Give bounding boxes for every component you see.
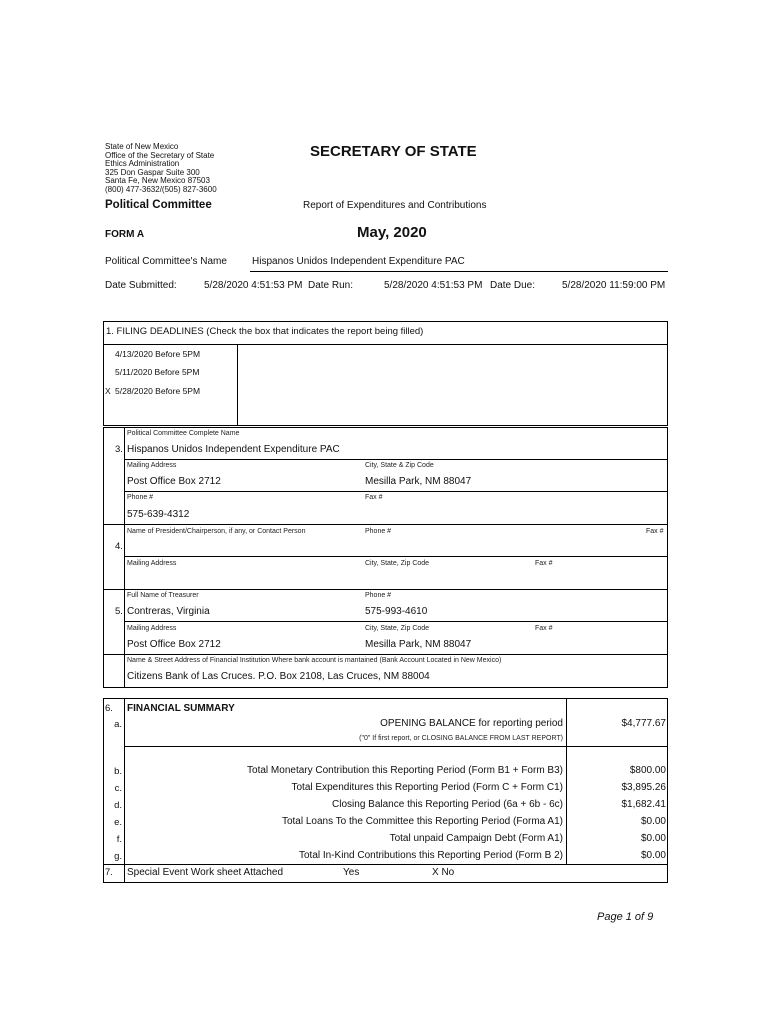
address-line: Office of the Secretary of State (105, 150, 215, 160)
summary-value: $0.00 (640, 816, 666, 827)
treasurer-phone-label: Phone # (365, 592, 392, 599)
divider (250, 271, 668, 272)
opening-balance-note: ("0" If first report, or CLOSING BALANCE FROM LAST REPORT) (359, 735, 563, 742)
divider (124, 621, 668, 622)
divider (237, 344, 238, 426)
section-number: 6. (105, 703, 113, 714)
mailing-address-label: Mailing Address (127, 462, 177, 469)
summary-label: Total Monetary Contribution this Reporting Period (Form B1 + Form B3) (247, 765, 563, 776)
treasurer-name-label: Full Name of Treasurer (127, 592, 199, 599)
committee-name-value: Hispanos Unidos Independent Expenditure PAC (252, 256, 465, 267)
deadline-label: 5/28/2020 Before 5PM (115, 386, 201, 396)
address-line: 325 Don Gaspar Suite 300 (105, 167, 200, 177)
section-number: 7. (105, 867, 113, 878)
divider (124, 491, 668, 492)
treasurer-city: Mesilla Park, NM 88047 (365, 639, 472, 650)
president-fax2-label: Fax # (535, 560, 553, 567)
president-mailing-label: Mailing Address (127, 560, 177, 567)
fax-label: Fax # (365, 494, 383, 501)
row-letter: d. (114, 800, 122, 811)
committee-city: Mesilla Park, NM 88047 (365, 476, 472, 487)
divider (566, 698, 567, 864)
summary-value: $0.00 (640, 850, 666, 861)
president-city-label: City, State, Zip Code (365, 560, 430, 567)
complete-name-label: Political Committee Complete Name (127, 430, 240, 437)
treasurer-mailing-label: Mailing Address (127, 625, 177, 632)
president-fax-label: Fax # (646, 528, 664, 535)
summary-label: Total unpaid Campaign Debt (Form A1) (389, 833, 563, 844)
committee-mailing-address: Post Office Box 2712 (127, 476, 221, 487)
date-submitted-label: Date Submitted: (105, 280, 177, 291)
address-line: (800) 477-3632/(505) 827-3600 (105, 184, 217, 194)
committee-type: Political Committee (105, 199, 212, 211)
filing-deadlines-heading: 1. FILING DEADLINES (Check the box that indicates the report being filled) (106, 326, 424, 337)
committee-name-label: Political Committee's Name (105, 256, 227, 267)
row-letter: f. (116, 834, 122, 845)
special-event-label: Special Event Work sheet Attached (127, 867, 284, 878)
deadline-label: 4/13/2020 Before 5PM (115, 349, 201, 359)
summary-value: $3,895.26 (621, 782, 666, 793)
phone-label: Phone # (127, 494, 154, 501)
row-letter: g. (114, 851, 122, 862)
divider (124, 427, 125, 688)
date-run: 5/28/2020 4:51:53 PM (384, 280, 483, 291)
divider (103, 864, 668, 865)
section-number: 4. (115, 541, 123, 552)
bank-name-address: Citizens Bank of Las Cruces. P.O. Box 2108, Las Cruces, NM 88004 (127, 671, 430, 682)
deadline-option[interactable] (105, 367, 199, 377)
divider (124, 556, 668, 557)
agency-address (105, 143, 217, 195)
date-due: 5/28/2020 11:59:00 PM (562, 280, 666, 291)
deadline-option[interactable] (105, 386, 200, 396)
page-title: SECRETARY OF STATE (310, 143, 477, 160)
summary-label: OPENING BALANCE for reporting period (380, 718, 563, 729)
committee-complete-name: Hispanos Unidos Independent Expenditure PAC (127, 444, 340, 455)
row-letter: c. (114, 783, 122, 794)
summary-label: Total In-Kind Contributions this Reporting Period (Form B 2) (298, 850, 563, 861)
summary-value: $800.00 (629, 765, 666, 776)
page-number: Page 1 of 9 (597, 911, 654, 923)
summary-value: $1,682.41 (621, 799, 666, 810)
president-phone-label: Phone # (365, 528, 392, 535)
report-name: Report of Expenditures and Contributions (303, 200, 487, 211)
summary-value: $0.00 (640, 833, 666, 844)
address-line: State of New Mexico (105, 142, 179, 151)
date-due-label: Date Due: (490, 280, 536, 291)
date-submitted: 5/28/2020 4:51:53 PM (204, 280, 303, 291)
summary-label: Closing Balance this Reporting Period (6a + 6b - 6c) (332, 799, 563, 810)
divider (103, 654, 668, 655)
divider (124, 746, 668, 747)
treasurer-fax-label: Fax # (535, 625, 553, 632)
summary-value: $4,777.67 (621, 718, 666, 729)
divider (124, 698, 125, 883)
row-letter: b. (114, 766, 122, 777)
deadline-label: 5/11/2020 Before 5PM (115, 367, 200, 377)
section-number: 5. (115, 606, 123, 617)
special-event-yes[interactable]: Yes (343, 867, 360, 878)
form-label: FORM A (105, 229, 145, 240)
treasurer-phone: 575-993-4610 (365, 606, 428, 617)
president-name-label: Name of President/Chairperson, if any, or Contact Person (127, 528, 306, 535)
summary-label: Total Expenditures this Reporting Period (Form C + Form C1) (291, 782, 563, 793)
report-period: May, 2020 (357, 224, 427, 241)
committee-phone: 575-639-4312 (127, 509, 190, 520)
deadline-checkbox[interactable]: X (105, 386, 111, 396)
divider (103, 589, 668, 590)
divider (103, 524, 668, 525)
row-letter: a. (114, 719, 122, 730)
treasurer-name: Contreras, Virginia (127, 606, 210, 617)
treasurer-city-label: City, State, Zip Code (365, 625, 430, 632)
address-line: Ethics Administration (105, 159, 180, 169)
address-line: Santa Fe, New Mexico 87503 (105, 176, 210, 186)
bank-label: Name & Street Address of Financial Institution Where bank account is mantained (Bank Account Located in New Mexico) (127, 657, 502, 664)
city-state-zip-label: City, State & Zip Code (365, 462, 434, 469)
deadline-option[interactable] (105, 349, 200, 359)
summary-label: Total Loans To the Committee this Reporting Period (Forma A1) (281, 816, 563, 827)
treasurer-mailing-address: Post Office Box 2712 (127, 639, 221, 650)
date-run-label: Date Run: (308, 280, 354, 291)
special-event-no[interactable]: X No (432, 867, 455, 878)
financial-summary-heading: FINANCIAL SUMMARY (127, 703, 235, 714)
divider (103, 344, 668, 345)
divider (124, 459, 668, 460)
row-letter: e. (114, 817, 122, 828)
section-number: 3. (115, 444, 123, 455)
